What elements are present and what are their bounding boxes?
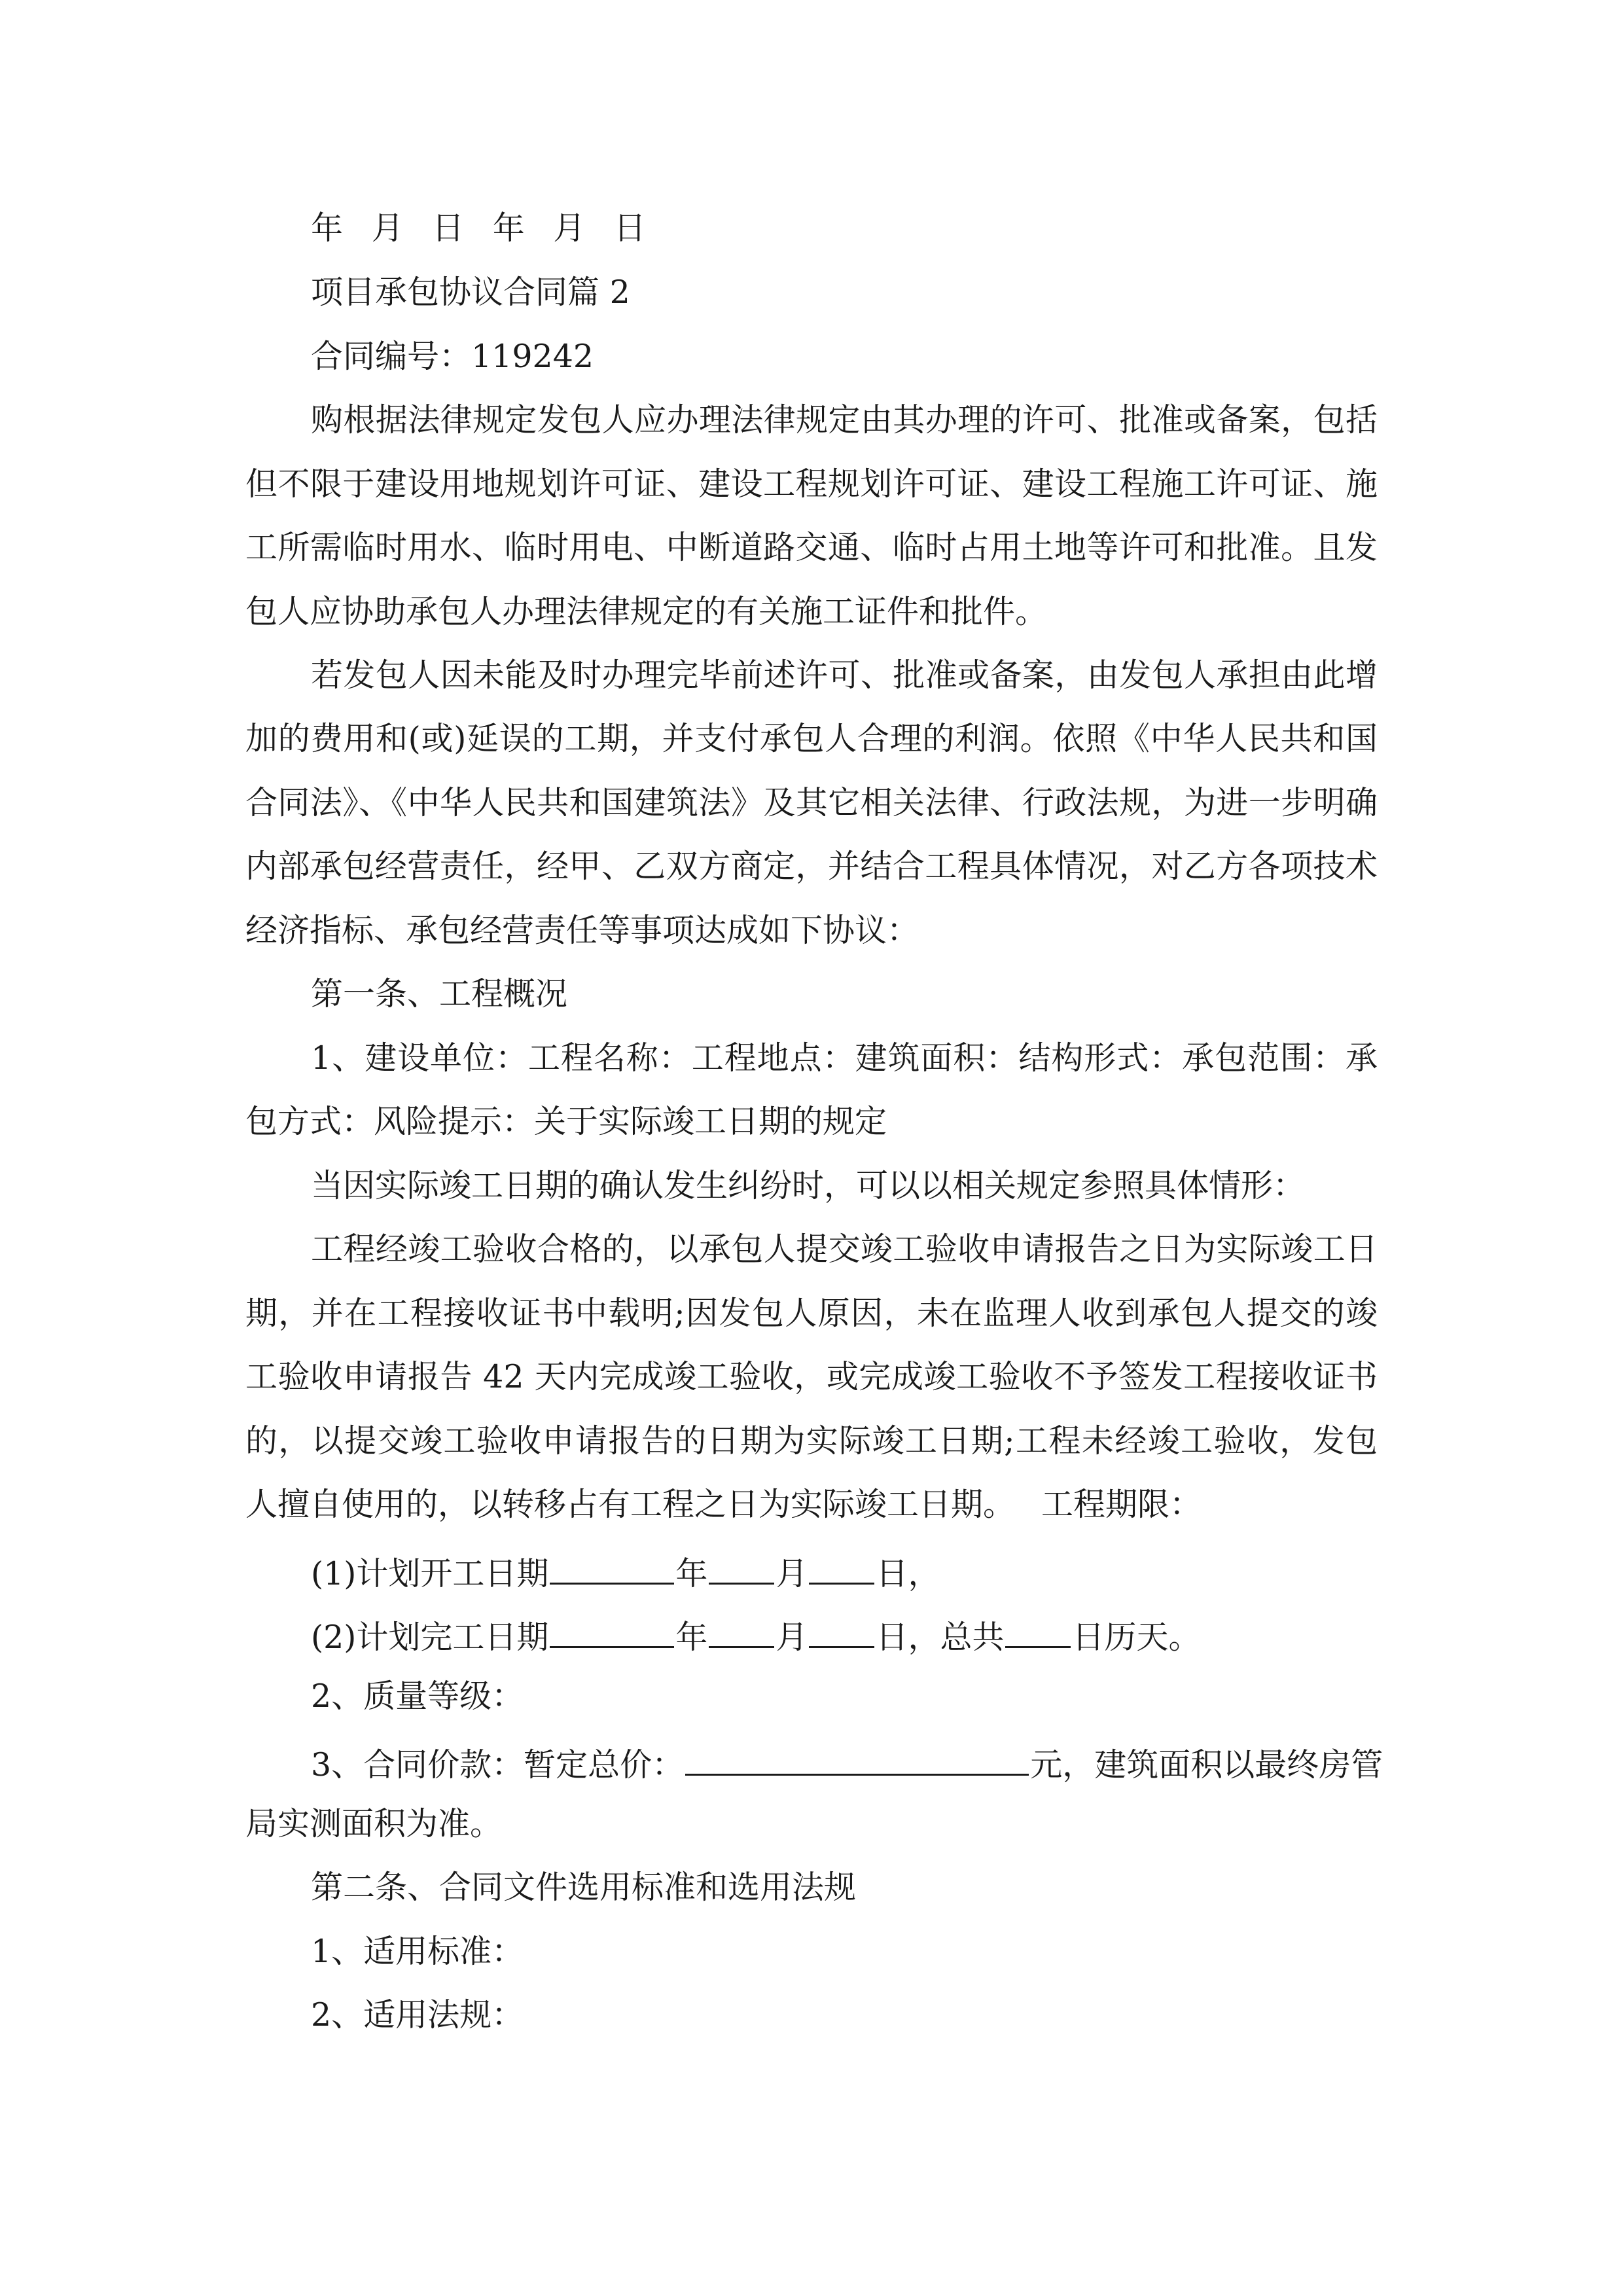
project-overview-line-2: 包方式：风险提示：关于实际竣工日期的规定 xyxy=(245,1103,887,1140)
paragraph-1-line-4: 包人应协助承包人办理法律规定的有关施工证件和批件。 xyxy=(245,593,1048,630)
contract-price-line xyxy=(311,1744,1383,1784)
start-month-blank xyxy=(709,1552,774,1585)
paragraph-1-line-3: 工所需临时用水、临时用电、中断道路交通、临时占用土地等许可和批准。且发 xyxy=(245,529,1378,566)
date-signature-line: 年 月 日 年 月 日 xyxy=(311,209,655,247)
start-year-blank xyxy=(550,1552,674,1585)
applicable-regulations: 2、适用法规： xyxy=(311,1996,524,2034)
section-title: 项目承包协议合同篇 2 xyxy=(311,274,630,311)
end-year-blank xyxy=(550,1616,674,1648)
planned-start-date-line xyxy=(311,1552,940,1590)
end-month-blank xyxy=(709,1616,774,1648)
paragraph-2-line-4: 内部承包经营责任，经甲、乙双方商定，并结合工程具体情况，对乙方各项技术 xyxy=(245,848,1378,885)
paragraph-1-line-2: 但不限于建设用地规划许可证、建设工程规划许可证、建设工程施工许可证、施 xyxy=(245,465,1378,503)
start-month-unit: 月 xyxy=(776,1555,808,1592)
contract-price-label: 3、合同价款：暂定总价： xyxy=(311,1746,685,1784)
completion-rule-line-2: 期，并在工程接收证书中载明;因发包人原因，未在监理人收到承包人提交的竣 xyxy=(245,1295,1378,1332)
article-1-heading: 第一条、工程概况 xyxy=(311,975,568,1013)
paragraph-2-line-3: 合同法》、《中华人民共和国建筑法》及其它相关法律、行政法规，为进一步明确 xyxy=(245,784,1378,821)
end-month-unit: 月 xyxy=(776,1619,808,1656)
completion-date-intro: 当因实际竣工日期的确认发生纠纷时，可以以相关规定参照具体情形： xyxy=(311,1167,1306,1204)
end-day-blank xyxy=(809,1616,874,1648)
completion-rule-text: 人擅自使用的，以转移占有工程之日为实际竣工日期。 xyxy=(245,1486,1016,1523)
project-overview-line-1: 1、建设单位：工程名称：工程地点：建筑面积：结构形式：承包范围：承 xyxy=(311,1039,1378,1077)
applicable-standards: 1、适用标准： xyxy=(311,1933,524,1970)
quality-grade: 2、质量等级： xyxy=(311,1677,524,1715)
paragraph-1-line-1: 购根据法律规定发包人应办理法律规定由其办理的许可、批准或备案，包括 xyxy=(311,401,1378,439)
planned-end-date-line xyxy=(311,1616,1201,1656)
start-year-unit: 年 xyxy=(675,1555,708,1592)
duration-label: 工程期限： xyxy=(1041,1486,1202,1523)
completion-rule-line-3: 工验收申请报告 42 天内完成竣工验收，或完成竣工验收不予签发工程接收证书 xyxy=(245,1358,1378,1395)
article-2-heading: 第二条、合同文件选用标准和选用法规 xyxy=(311,1869,857,1906)
paragraph-2-line-5: 经济指标、承包经营责任等事项达成如下协议： xyxy=(245,912,919,949)
contract-number: 合同编号：119242 xyxy=(311,338,594,375)
contract-price-line-2: 局实测面积为准。 xyxy=(245,1805,503,1842)
start-day-unit: 日， xyxy=(876,1555,940,1592)
planned-start-label: (1)计划开工日期 xyxy=(311,1555,549,1592)
completion-rule-line-4: 的，以提交竣工验收申请报告的日期为实际竣工日期;工程未经竣工验收，发包 xyxy=(245,1422,1378,1460)
total-price-blank xyxy=(685,1744,1029,1776)
contract-price-note: 元，建筑面积以最终房管 xyxy=(1030,1746,1383,1784)
total-days-blank xyxy=(1005,1616,1071,1648)
planned-end-label: (2)计划完工日期 xyxy=(311,1619,549,1656)
paragraph-2-line-2: 加的费用和(或)延误的工期，并支付承包人合理的利润。依照《中华人民共和国 xyxy=(245,720,1378,757)
end-day-unit: 日，总共 xyxy=(876,1619,1005,1656)
completion-rule-line-1: 工程经竣工验收合格的，以承包人提交竣工验收申请报告之日为实际竣工日 xyxy=(311,1230,1378,1268)
calendar-days-unit: 日历天。 xyxy=(1072,1619,1201,1656)
start-day-blank xyxy=(809,1552,874,1585)
paragraph-2-line-1: 若发包人因未能及时办理完毕前述许可、批准或备案，由发包人承担由此增 xyxy=(311,656,1378,694)
completion-rule-line-5 xyxy=(245,1486,1202,1523)
end-year-unit: 年 xyxy=(675,1619,708,1656)
